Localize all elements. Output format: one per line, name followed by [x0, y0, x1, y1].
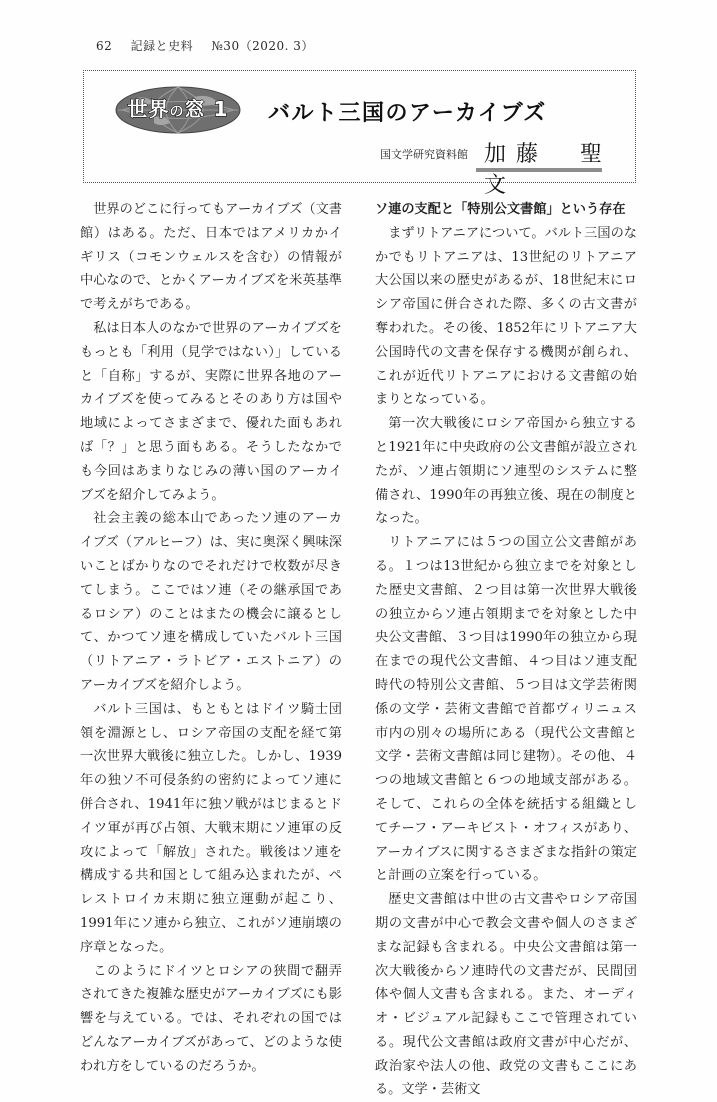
article-title: バルト三国のアーカイブズ [268, 100, 547, 126]
author-affiliation: 国文学研究資料館 [380, 148, 468, 161]
title-box [83, 70, 636, 198]
issue-number: №30（2020. 3） [211, 39, 314, 53]
author-underline [476, 168, 602, 172]
body-paragraph: バルト三国は、もともとはドイツ騎士団領を淵源とし、ロシア帝国の支配を経て第一次世界大戦後に独立した。しかし、1939年の独ソ不可侵条約の密約によってソ連に併合され、1941年に独ソ戦がはじまるとドイツ軍が再び占領、大戦末期にソ連軍の反攻によって「解放」された。戦後はソ連を構成する共和国として組み込まれたが、ペレストロイカ末期に独立運動が起こり、1991年にソ連から独立、これがソ連崩壊の序章となった。 [80, 701, 342, 955]
body-paragraph: 社会主義の総本山であったソ連のアーカイブズ（アルヒーフ）は、実に奥深く興味深いことばかりなのでそれだけで枚数が尽きてしまう。ここではソ連（その継承国であるロシア）のことはまたの機会に譲るとして、かつてソ連を構成していたバルト三国（リトアニア・ラトビア・エストニア）のアーカイブズを紹介しよう。 [80, 511, 342, 693]
journal-name: 記録と史料 [130, 39, 194, 53]
section-heading: ソ連の支配と「特別公文書館」という存在 [375, 202, 626, 217]
left-column [80, 198, 342, 1078]
body-paragraph: 第一次大戦後にロシア帝国から独立すると1921年に中央政府の公文書館が設立されたが、ソ連占領期にソ連型のシステムに整備され、1990年の再独立後、現在の制度となった。 [375, 416, 637, 527]
right-column [375, 198, 637, 1102]
body-paragraph: 歴史文書館は中世の古文書やロシア帝国期の文書が中心で教会文書や個人のさまざまな記録も含まれる。中央公文書館は第一次大戦後からソ連時代の文書だが、民間団体や個人文書も含まれる。また、オーディオ・ビジュアル記録もここで管理されている。現代公文書館は政府文書が中心だが、政治家や法人の他、政党の文書もここにある。文学・芸術文 [375, 892, 637, 1098]
body-paragraph: このようにドイツとロシアの狭間で翻弄されてきた複雑な歴史がアーカイブズにも影響を与えている。では、それぞれの国ではどんなアーカイブズがあって、どのような使われ方をしているのだろうか。 [80, 963, 342, 1074]
body-paragraph: 世界のどこに行ってもアーカイブズ（文書館）はある。ただ、日本ではアメリカかイギリス（コモンウェルスを含む）の情報が中心なので、とかくアーカイブズを米英基準で考えがちである。 [80, 202, 342, 313]
series-badge [114, 85, 242, 135]
body-paragraph: 私は日本人のなかで世界のアーカイブズをもっとも「利用（見学ではない）」していると「自称」するが、実際に世界各地のアーカイブズを使ってみるとそのあり方は国や地域によってさまざまで、優れた面もあれば「？」と思う面もある。そうしたなかでも今回はあまりなじみの薄い国のアーカイブズを紹介してみよう。 [80, 320, 342, 503]
body-paragraph: まずリトアニアについて。バルト三国のなかでもリトアニアは、13世紀のリトアニア大公国以来の歴史があるが、18世紀末にロシア帝国に併合された際、多くの古文書が奪われた。その後、1852年にリトアニア大公国時代の文書を保存する機関が創られ、これが近代リトアニアにおける文書館の始まりとなっている。 [375, 225, 637, 408]
page-number: 62 [96, 39, 113, 53]
running-head [96, 37, 328, 54]
author-name: 加藤 聖文 [484, 142, 613, 198]
body-paragraph: リトアニアには５つの国立公文書館がある。１つは13世紀から独立までを対象とした歴史文書館、２つ目は第一次世界大戦後の独立からソ連占領期までを対象とした中央公文書館、３つ目は1990年の独立から現在までの現代公文書館、４つ目はソ連支配時代の特別公文書館、５つ目は文学芸術関係の文学・芸術文書館で首都ヴィリニュス市内の別々の場所にある（現代公文書館と文学・芸術文書館は同じ建物）。その他、４つの地域文書館と６つの地域支部がある。そして、これらの全体を統括する組織としてチーフ・アーキビスト・オフィスがあり、アーカイブスに関するさまざまな指針の策定と計画の立案を行っている。 [375, 535, 637, 884]
series-badge-label: 世界の窓 1 [127, 97, 229, 121]
